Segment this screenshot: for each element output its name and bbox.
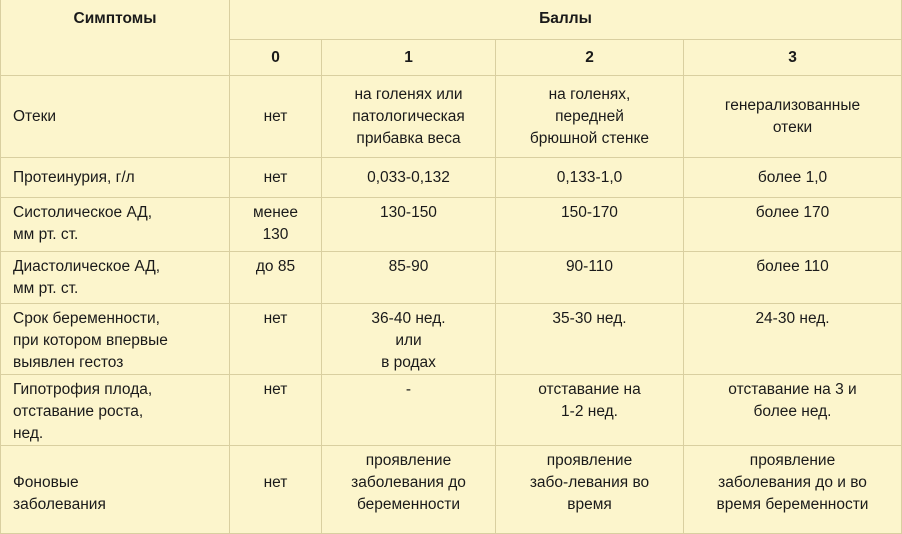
symptom-cell: [1, 375, 230, 446]
cell-line: отеки: [772, 118, 813, 136]
symptom-line: отставание роста,: [13, 403, 144, 420]
score-cell-2: [496, 158, 684, 198]
cell-line: более 170: [755, 204, 830, 221]
header-score-0: 0: [230, 40, 322, 76]
symptom-line: Отеки: [13, 107, 57, 125]
cell-line: в родах: [381, 354, 436, 371]
cell-line: заболевания до и во: [718, 474, 867, 491]
score-cell-0: [230, 446, 322, 534]
header-score-3: 3: [684, 40, 902, 76]
table-row-gestation-term: [1, 304, 902, 375]
cell-line: отставание на: [538, 381, 641, 398]
score-cell-2: [496, 76, 684, 158]
score-cell-3: [684, 304, 902, 375]
cell-line: 130: [262, 226, 289, 243]
cell-line: до 85: [255, 258, 296, 275]
symptom-cell: [1, 252, 230, 304]
table-row-diastolic: [1, 252, 902, 304]
symptom-line: выявлен гестоз: [13, 354, 124, 371]
table-row-edema: [1, 76, 902, 158]
cell-line: патологическая: [352, 107, 465, 125]
cell-line: более нед.: [753, 403, 832, 420]
score-cell-2: [496, 198, 684, 252]
symptom-line: заболевания: [13, 496, 106, 513]
symptom-line: Гипотрофия плода,: [13, 381, 153, 398]
cell-line: 1-2 нед.: [561, 403, 618, 420]
score-cell-2: [496, 252, 684, 304]
header-score-1: 1: [322, 40, 496, 76]
cell-line: на голенях или: [354, 85, 463, 103]
cell-line: проявление: [365, 452, 452, 469]
cell-line: нет: [263, 381, 288, 398]
symptom-line: мм рт. ст.: [13, 280, 79, 297]
table-row-fetal-hypotrophy: [1, 375, 902, 446]
cell-line: 0,133-1,0: [556, 168, 623, 186]
score-cell-3: [684, 252, 902, 304]
cell-line: передней: [555, 107, 624, 125]
symptom-cell: [1, 446, 230, 534]
table-row-proteinuria: [1, 158, 902, 198]
cell-line: 85-90: [388, 258, 429, 275]
table-row-systolic: [1, 198, 902, 252]
score-cell-3: [684, 198, 902, 252]
header-row-main: [1, 0, 902, 40]
cell-line: беременности: [356, 496, 461, 513]
cell-line: нет: [263, 107, 288, 125]
symptom-line: мм рт. ст.: [13, 226, 79, 243]
score-cell-1: [322, 446, 496, 534]
score-cell-2: [496, 446, 684, 534]
cell-line: более 110: [756, 258, 829, 275]
cell-line: брюшной стенке: [529, 129, 650, 147]
symptom-line: Протеинурия, г/л: [13, 168, 135, 186]
score-cell-1: [322, 76, 496, 158]
cell-line: проявление: [749, 452, 836, 469]
cell-line: отставание на 3 и: [728, 381, 857, 398]
cell-line: менее: [252, 204, 299, 221]
cell-line: 130-150: [380, 204, 437, 221]
header-score-2: 2: [496, 40, 684, 76]
header-symptoms: Симптомы: [1, 0, 230, 76]
score-cell-0: [230, 375, 322, 446]
cell-line: нет: [263, 310, 288, 327]
cell-line: более 1,0: [757, 168, 828, 186]
score-cell-3: [684, 158, 902, 198]
cell-line: 0,033-0,132: [367, 168, 450, 186]
symptom-cell: [1, 198, 230, 252]
score-cell-1: [322, 158, 496, 198]
symptom-line: при котором впервые: [13, 332, 168, 349]
score-cell-1: [322, 198, 496, 252]
symptom-line: Срок беременности,: [13, 310, 160, 327]
cell-line: нет: [263, 168, 288, 186]
cell-line: 36-40 нед.: [371, 310, 446, 327]
cell-line: время беременности: [716, 496, 869, 513]
header-points: Баллы: [230, 0, 902, 40]
score-cell-2: [496, 375, 684, 446]
cell-line: забо-левания во: [529, 474, 650, 491]
score-cell-3: [684, 76, 902, 158]
symptom-cell: [1, 304, 230, 375]
score-cell-0: [230, 252, 322, 304]
symptom-cell: [1, 76, 230, 158]
cell-line: заболевания до: [351, 474, 466, 491]
cell-line: на голенях,: [548, 85, 631, 103]
symptom-line: Диастолическое АД,: [13, 258, 161, 275]
score-cell-0: [230, 158, 322, 198]
score-cell-0: [230, 304, 322, 375]
cell-line: время: [567, 496, 612, 513]
score-cell-1: [322, 304, 496, 375]
cell-line: генерализованные: [724, 96, 861, 114]
cell-line: 90-110: [565, 258, 614, 275]
cell-line: 150-170: [561, 204, 618, 221]
cell-line: 35-30 нед.: [552, 310, 627, 327]
score-cell-3: [684, 446, 902, 534]
symptom-line: Фоновые: [13, 474, 79, 491]
cell-line: 24-30 нед.: [755, 310, 830, 327]
cell-line: прибавка веса: [356, 129, 461, 147]
score-cell-2: [496, 304, 684, 375]
cell-line: проявление: [546, 452, 633, 469]
cell-line: нет: [263, 474, 288, 491]
score-cell-3: [684, 375, 902, 446]
score-cell-0: [230, 198, 322, 252]
score-cell-0: [230, 76, 322, 158]
table-row-background-diseases: [1, 446, 902, 534]
symptom-line: нед.: [13, 425, 44, 442]
cell-line: -: [405, 381, 412, 398]
symptom-line: Систолическое АД,: [13, 204, 153, 221]
score-cell-1: [322, 375, 496, 446]
symptom-cell: [1, 158, 230, 198]
cell-line: или: [395, 332, 422, 349]
score-cell-1: [322, 252, 496, 304]
